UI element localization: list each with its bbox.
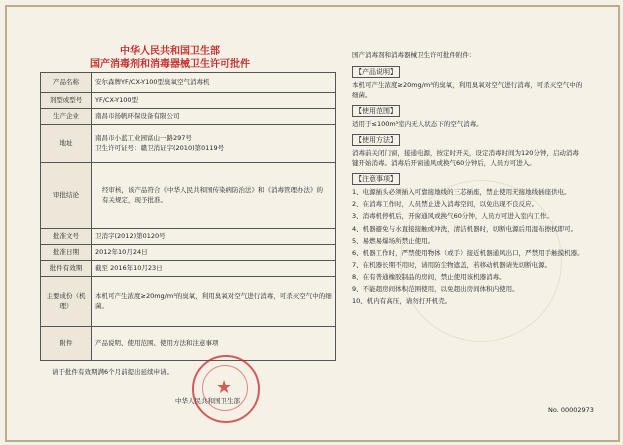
note-item: 3、消毒机停机后，开窗通风或换气60分钟，人员方可进入室内工作。 — [352, 212, 553, 221]
desc-text: 本机可产生浓度≥20mg/m³的臭氧，利用臭氧对空气进行消毒，可杀灭空气中的细菌。 — [352, 81, 583, 100]
ingredient-label: 主要成份（机理） — [41, 277, 92, 327]
note-item: 10、机内有高压，请勿打开机壳。 — [352, 296, 452, 305]
title-line2: 国产消毒剂和消毒器械卫生许可批件 — [90, 59, 250, 70]
attachment-label: 附件 — [41, 327, 92, 361]
approval-date-label: 批准日期 — [41, 245, 92, 261]
method-title: 【使用方法】 — [352, 134, 400, 146]
attachment-value: 产品说明、使用范围、使用方法和注意事项 — [92, 327, 336, 361]
validity-label: 批件有效期 — [41, 261, 92, 277]
footer-note: 请于批件有效期满6个月前提出延续申请。 — [52, 368, 174, 376]
attachment-header: 国产消毒剂和消毒器械卫生许可批件附件： — [352, 51, 476, 59]
serial-number: No. 00002973 — [548, 406, 594, 414]
company-value: 南昌市扬帆环保设备有限公司 — [92, 109, 336, 125]
model-label: 剂型或型号 — [41, 93, 92, 109]
model-value: YF/CX-Y100型 — [92, 93, 336, 109]
conclusion-label: 审批结论 — [41, 163, 92, 229]
attachment-section — [352, 50, 584, 308]
notes-title: 【注意事项】 — [352, 173, 400, 185]
validity-value: 截至 2016年10月23日 — [92, 261, 336, 277]
product-name-label: 产品名称 — [41, 73, 92, 93]
method-text: 消毒前关闭门窗，接通电源，按定时开关，设定消毒时间为120分钟，启动消毒键开始消毒。消毒后开窗通风或换气60分钟后，人员方可进入。 — [352, 149, 579, 168]
note-item: 1、电源插头必须插入可靠接地线的三芯插座，禁止使用无接地线插座供电。 — [352, 188, 571, 197]
product-name-value: 安尔森牌YF/CX-Y100型臭氧空气消毒机 — [92, 73, 336, 93]
scope-title: 【使用范围】 — [352, 105, 400, 117]
address-cell — [92, 125, 336, 163]
footer-issuer: 中华人民共和国卫生部 — [175, 397, 240, 405]
note-item: 6、机器工作时，严禁使用物体（或手）接近机器通风出口，严禁用手触摸机器。 — [352, 248, 584, 257]
note-item: 7、在机器长期不用时，请用防尘物遮盖，若移动机器请先切断电源。 — [352, 260, 552, 269]
address-line1: 南昌市小蓝工业园富山一路297号 — [95, 133, 192, 142]
official-seal — [192, 355, 260, 423]
address-label: 地址 — [41, 125, 92, 163]
note-item: 2、在消毒工作时，人员禁止进入消毒空间，以免出现不良反应。 — [352, 200, 539, 209]
company-label: 生产企业 — [41, 109, 92, 125]
ingredient-value: 本机可产生浓度≥20mg/m³的臭氧，利用臭氧对空气进行消毒，可杀灭空气中的细菌。 — [92, 277, 336, 327]
approval-date-value: 2012年10月24日 — [92, 245, 336, 261]
scope-text: 适用于≤100m³室内无人状态下的空气消毒。 — [352, 120, 483, 129]
note-item: 9、不能超房间体积范围使用，以免超出房间体积内使用。 — [352, 284, 519, 293]
approval-table — [40, 72, 336, 361]
star-icon: ★ — [216, 377, 233, 398]
approval-no-label: 批准文号 — [41, 229, 92, 245]
approval-no-value: 卫消字(2012)第0120号 — [92, 229, 336, 245]
conclusion-value: 经审核，该产品符合《中华人民共和国传染病防治法》和《消毒管理办法》的有关规定，现予批准。 — [92, 163, 336, 229]
note-item: 4、机器避免与水直接接触或冲洗，清洁机器时，切断电源后用湿布擦拭即可。 — [352, 224, 578, 233]
license-number: 卫生许可证号：赣卫消证字(2010)第0119号 — [95, 143, 225, 152]
title-line1: 中华人民共和国卫生部 — [120, 46, 220, 57]
desc-title: 【产品说明】 — [352, 66, 400, 78]
note-item: 5、易燃易爆场所禁止使用。 — [352, 236, 435, 245]
note-item: 8、在有普通橡胶制品的房间，禁止使用该机器消毒。 — [352, 272, 506, 281]
